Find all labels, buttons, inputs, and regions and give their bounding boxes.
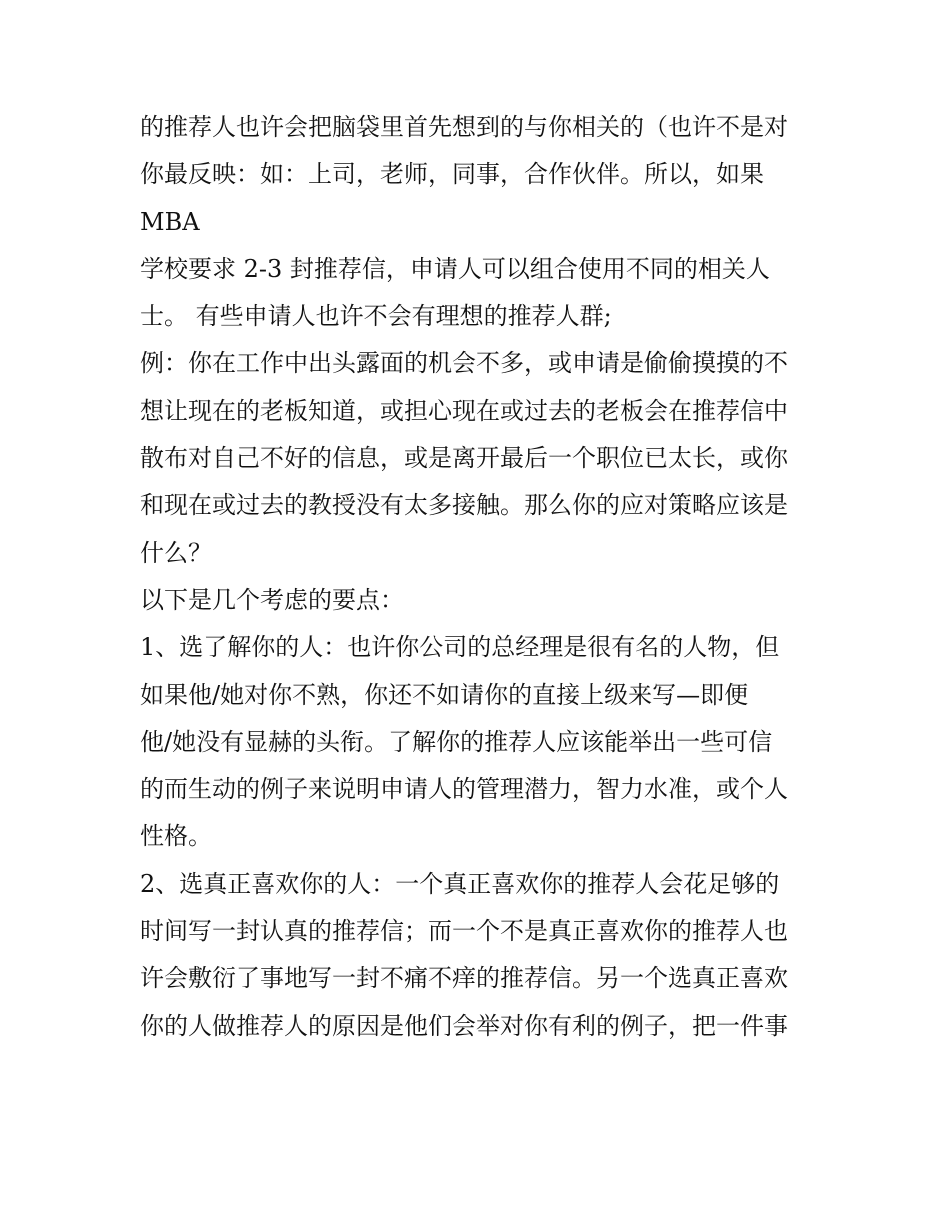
text-line: 时间写一封认真的推荐信；而一个不是真正喜欢你的推荐人也: [140, 917, 788, 946]
text-line: 2、选真正喜欢你的人：一个真正喜欢你的推荐人会花足够的: [140, 869, 780, 898]
text-line: 什么？: [140, 538, 212, 567]
text-line: 散布对自己不好的信息，或是离开最后一个职位已太长，或你: [140, 444, 788, 473]
text-line: 的而生动的例子来说明申请人的管理潜力，智力水准，或个人: [140, 775, 788, 804]
text-line: 你最反映：如：上司，老师，同事，合作伙伴。所以，如果: [140, 160, 764, 189]
text-line: 例：你在工作中出头露面的机会不多，或申请是偷偷摸摸的不: [140, 349, 788, 378]
document-text-body: [140, 104, 830, 1050]
text-line: 学校要求 2-3 封推荐信，申请人可以组合使用不同的相关人: [140, 254, 770, 283]
text-line: 1、选了解你的人：也许你公司的总经理是很有名的人物，但: [140, 633, 780, 662]
text-line: 士。 有些申请人也许不会有理想的推荐人群;: [140, 302, 612, 331]
text-line: MBA: [140, 207, 200, 236]
text-line: 你的人做推荐人的原因是他们会举对你有利的例子，把一件事: [140, 1011, 788, 1040]
text-line: 如果他/她对你不熟，你还不如请你的直接上级来写—即便: [140, 680, 749, 709]
text-line: 的推荐人也许会把脑袋里首先想到的与你相关的（也许不是对: [140, 113, 788, 141]
text-line: 和现在或过去的教授没有太多接触。那么你的应对策略应该是: [140, 491, 788, 520]
text-line: 他/她没有显赫的头衔。了解你的推荐人应该能举出一些可信: [140, 727, 773, 756]
text-line: 以下是几个考虑的要点：: [140, 585, 404, 614]
text-line: 性格。: [140, 822, 212, 851]
text-line: 想让现在的老板知道，或担心现在或过去的老板会在推荐信中: [140, 396, 788, 425]
text-line: 许会敷衍了事地写一封不痛不痒的推荐信。另一个选真正喜欢: [140, 964, 788, 993]
